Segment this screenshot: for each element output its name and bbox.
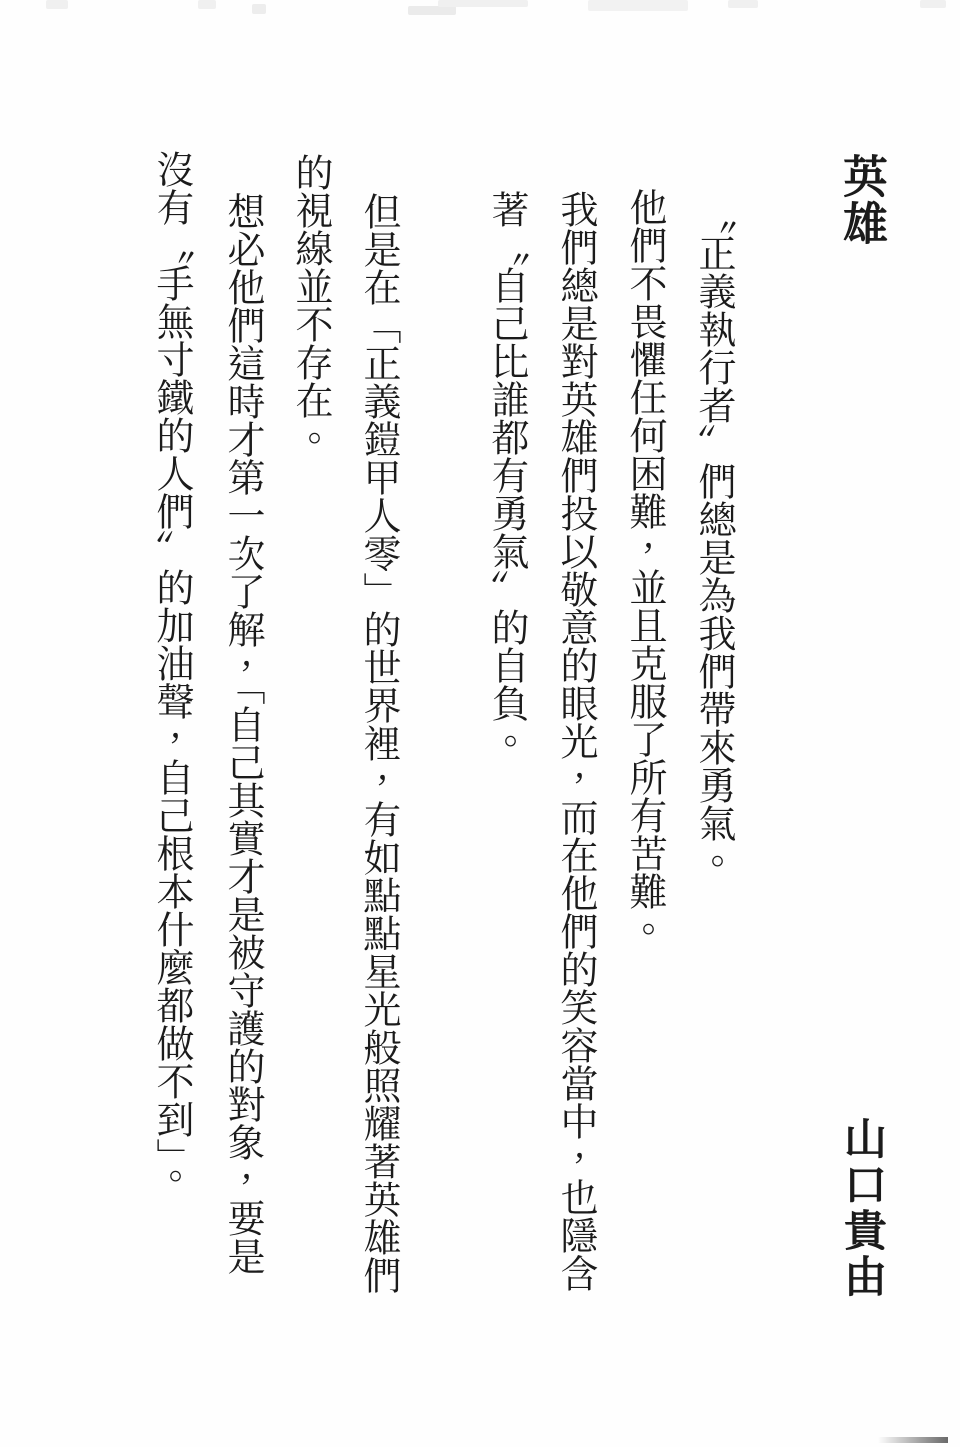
- scan-smudge: [252, 4, 266, 14]
- text-column-2: 他們不畏懼任何困難，並且克服了所有苦難。: [623, 188, 665, 948]
- scan-smudge: [46, 0, 68, 9]
- text-column-6: 的視線並不存在。: [289, 153, 331, 457]
- scan-smudge: [198, 0, 216, 9]
- scan-smudge: [408, 6, 456, 15]
- scan-smudge: [920, 0, 946, 8]
- scan-smudge: [588, 0, 688, 11]
- scan-streak: [878, 1437, 948, 1443]
- author-name: 山口貴由: [838, 1116, 885, 1300]
- scan-smudge: [438, 0, 528, 7]
- text-column-8: 沒有〝手無寸鐵的人們〞的加油聲，自己根本什麼都做不到」。: [150, 150, 192, 1195]
- text-column-5: 但是在「正義鎧甲人零」的世界裡，有如點點星光般照耀著英雄們: [357, 192, 399, 1294]
- text-column-7: 想必他們這時才第一次了解，「自己其實才是被守護的對象，要是: [221, 192, 263, 1275]
- text-column-3: 我們總是對英雄們投以敬意的眼光，而在他們的笑容當中，也隱含: [554, 190, 596, 1292]
- text-column-1: 〝正義執行者〞們總是為我們帶來勇氣。: [692, 196, 734, 880]
- page-title: 英雄: [836, 153, 886, 247]
- text-column-4: 著〝自己比誰都有勇氣〞的自負。: [485, 190, 527, 760]
- scan-smudge: [728, 0, 758, 8]
